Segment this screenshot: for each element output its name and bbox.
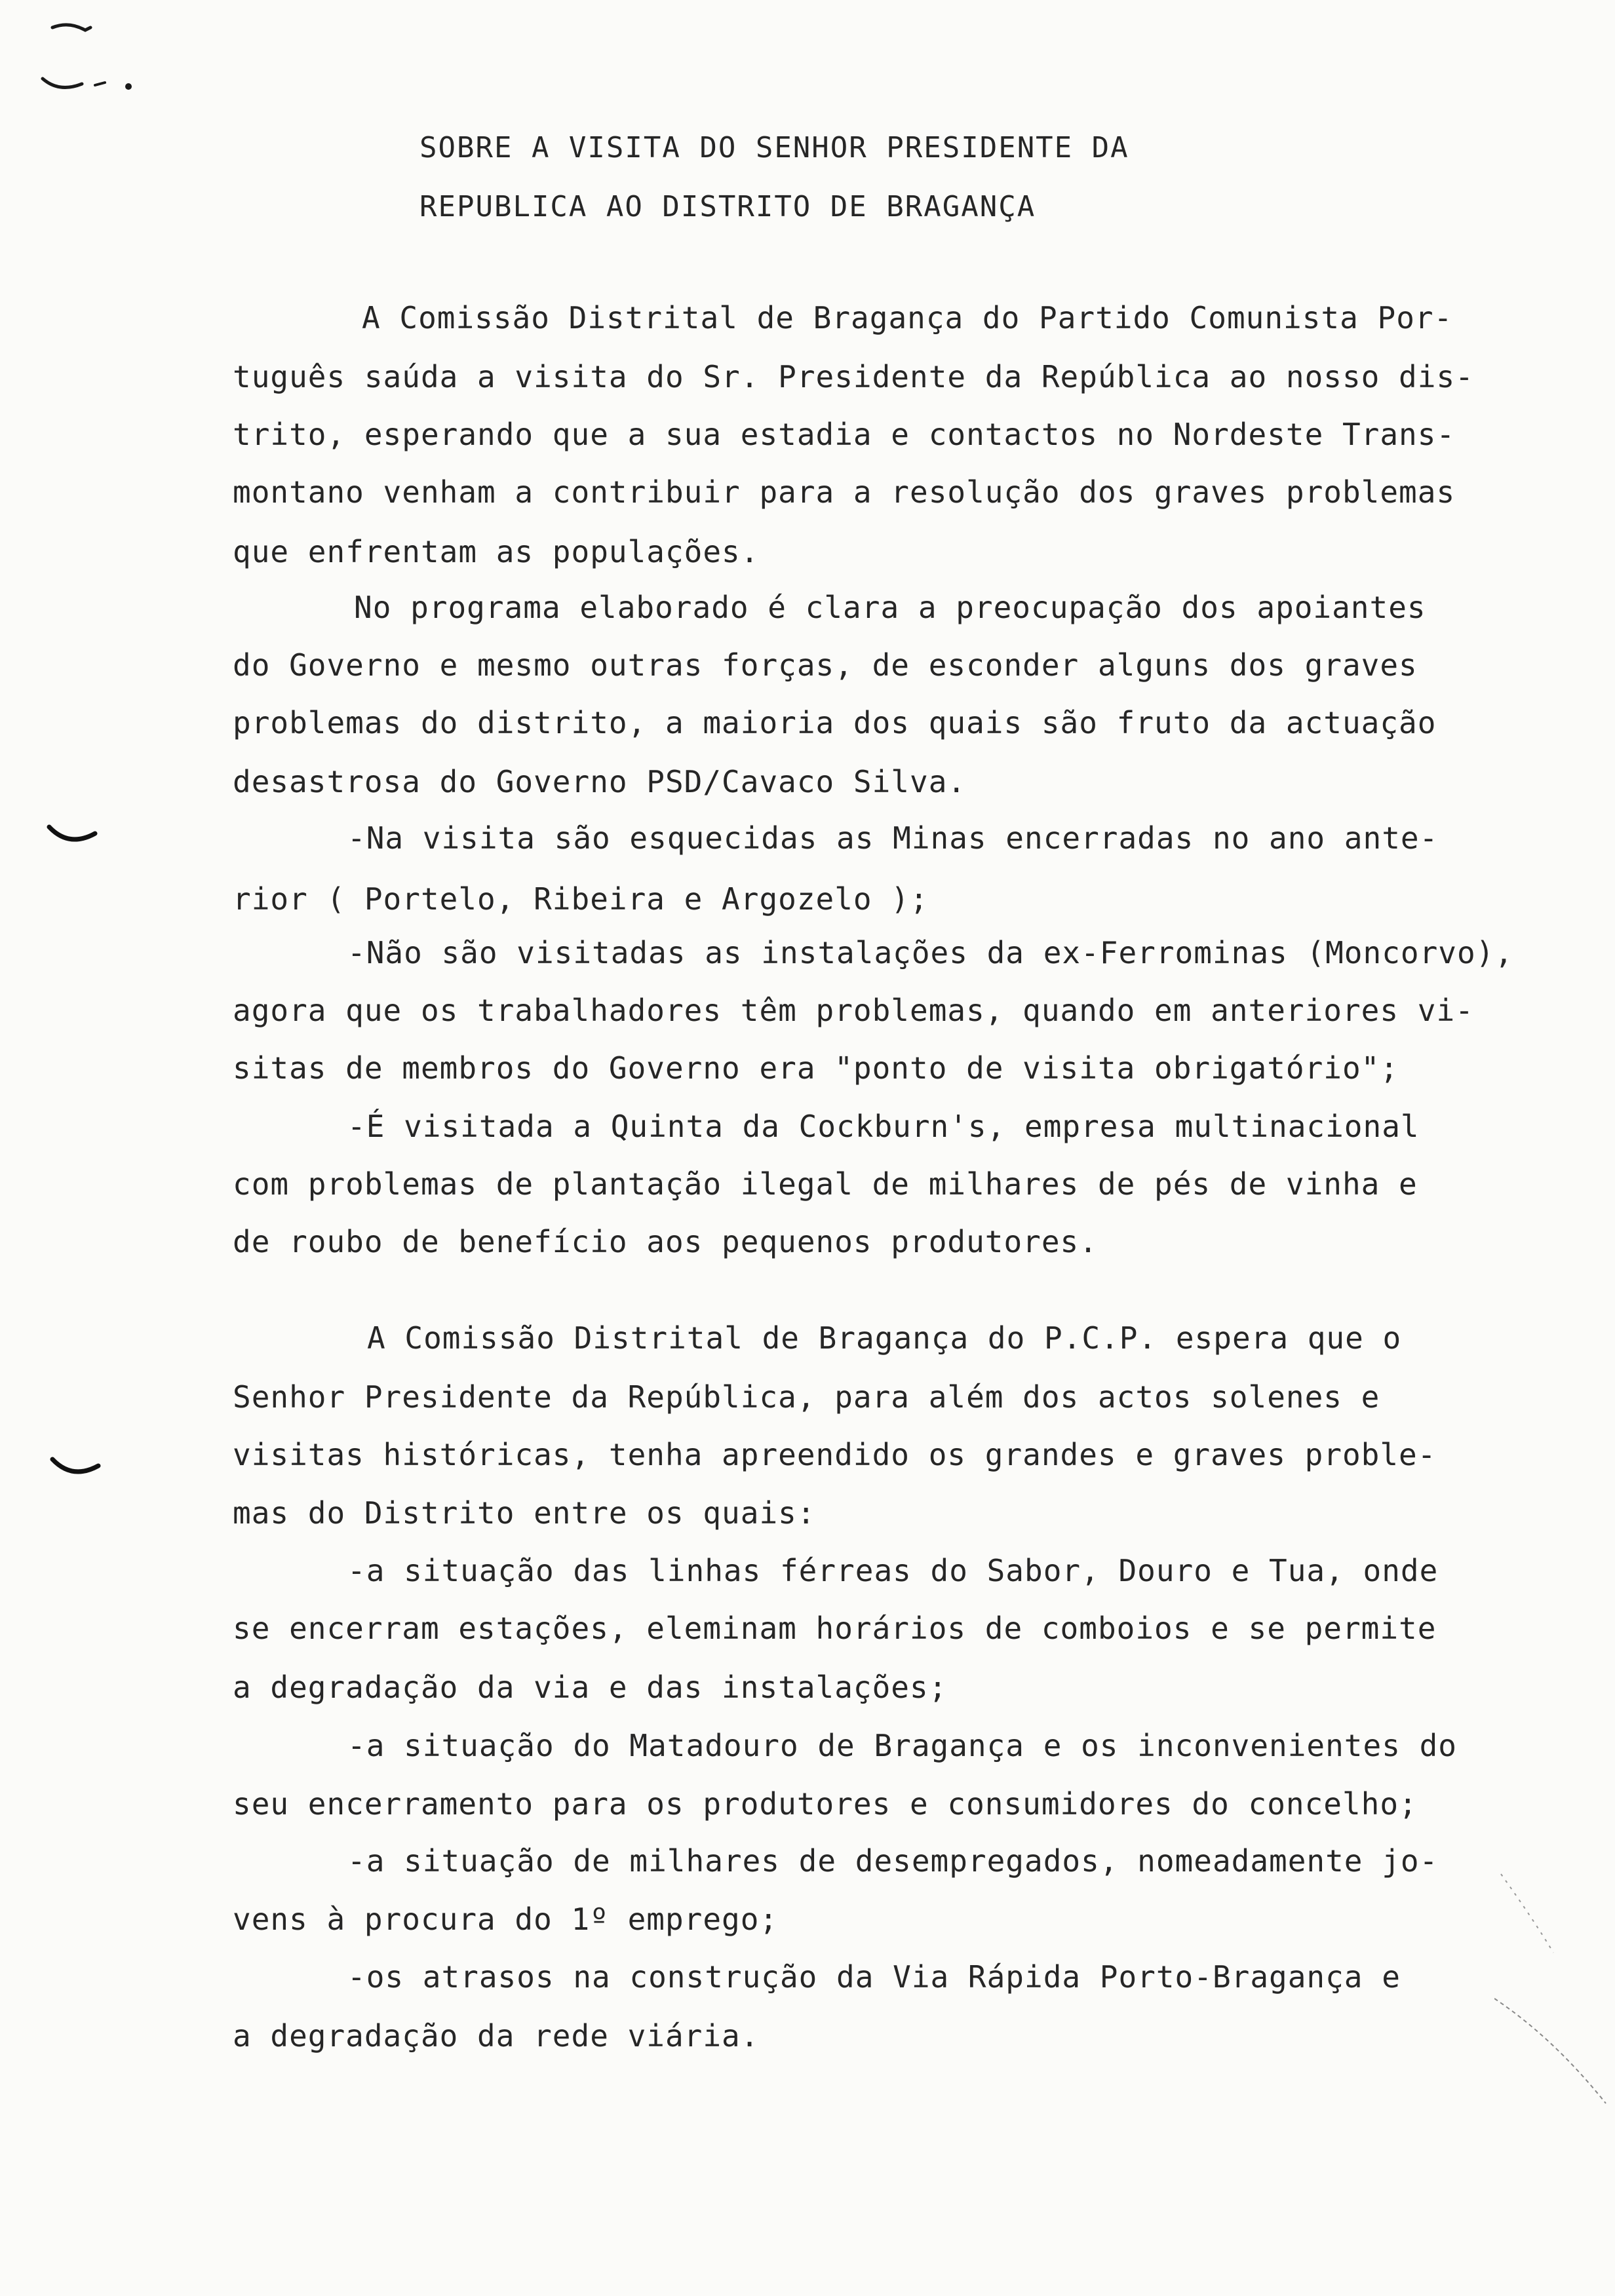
- body-line: trito, esperando que a sua estadia e contactos no Nordeste Trans-: [233, 417, 1456, 452]
- document-title-line-1: SOBRE A VISITA DO SENHOR PRESIDENTE DA: [419, 131, 1129, 164]
- body-line: visitas históricas, tenha apreendido os grandes e graves proble-: [233, 1437, 1437, 1472]
- body-line: -a situação do Matadouro de Bragança e os inconvenientes do: [347, 1728, 1457, 1763]
- body-line: mas do Distrito entre os quais:: [233, 1495, 816, 1531]
- body-line: A Comissão Distrital de Bragança do P.C.P. espera que o: [367, 1320, 1402, 1356]
- body-line: -Na visita são esquecidas as Minas encerradas no ano ante-: [347, 820, 1439, 856]
- body-line: a degradação da via e das instalações;: [233, 1670, 948, 1705]
- punch-hole-mark-lower: [39, 1451, 111, 1491]
- body-line: -É visitada a Quinta da Cockburn's, empresa multinacional: [347, 1109, 1420, 1144]
- body-line: de roubo de benefício aos pequenos produtores.: [233, 1224, 1098, 1259]
- body-line: -Não são visitadas as instalações da ex-Ferrominas (Moncorvo),: [347, 935, 1514, 970]
- body-line: se encerram estações, eleminam horários de comboios e se permite: [233, 1611, 1437, 1646]
- body-line: tuguês saúda a visita do Sr. Presidente da República ao nosso dis-: [233, 359, 1474, 394]
- body-line: com problemas de plantação ilegal de milhares de pés de vinha e: [233, 1166, 1418, 1202]
- body-line: No programa elaborado é clara a preocupação dos apoiantes: [354, 590, 1426, 625]
- body-line: a degradação da rede viária.: [233, 2018, 760, 2054]
- body-line: do Governo e mesmo outras forças, de esconder alguns dos graves: [233, 647, 1418, 683]
- body-line: -a situação das linhas férreas do Sabor, Douro e Tua, onde: [347, 1553, 1439, 1588]
- body-line: A Comissão Distrital de Bragança do Partido Comunista Por-: [362, 300, 1453, 335]
- body-line: vens à procura do 1º emprego;: [233, 1902, 779, 1937]
- scan-streak-right: [1494, 1867, 1615, 2116]
- body-line: rior ( Portelo, Ribeira e Argozelo );: [233, 881, 929, 917]
- body-line: que enfrentam as populações.: [233, 534, 760, 569]
- body-line: -a situação de milhares de desempregados, nomeadamente jo-: [347, 1843, 1439, 1879]
- body-line: agora que os trabalhadores têm problemas, quando em anteriores vi-: [233, 993, 1474, 1028]
- body-line: seu encerramento para os produtores e consumidores do concelho;: [233, 1786, 1418, 1822]
- scan-mark-top-left: [39, 13, 170, 111]
- document-title-line-2: REPUBLICA AO DISTRITO DE BRAGANÇA: [419, 190, 1036, 223]
- body-line: -os atrasos na construção da Via Rápida Porto-Bragança e: [347, 1959, 1401, 1995]
- body-line: sitas de membros do Governo era "ponto de visita obrigatório";: [233, 1050, 1399, 1086]
- body-line: montano venham a contribuir para a resolução dos graves problemas: [233, 474, 1456, 510]
- body-line: Senhor Presidente da República, para além dos actos solenes e: [233, 1379, 1380, 1415]
- punch-hole-mark-upper: [36, 819, 108, 858]
- body-line: problemas do distrito, a maioria dos quais são fruto da actuação: [233, 705, 1437, 740]
- body-line: desastrosa do Governo PSD/Cavaco Silva.: [233, 764, 967, 799]
